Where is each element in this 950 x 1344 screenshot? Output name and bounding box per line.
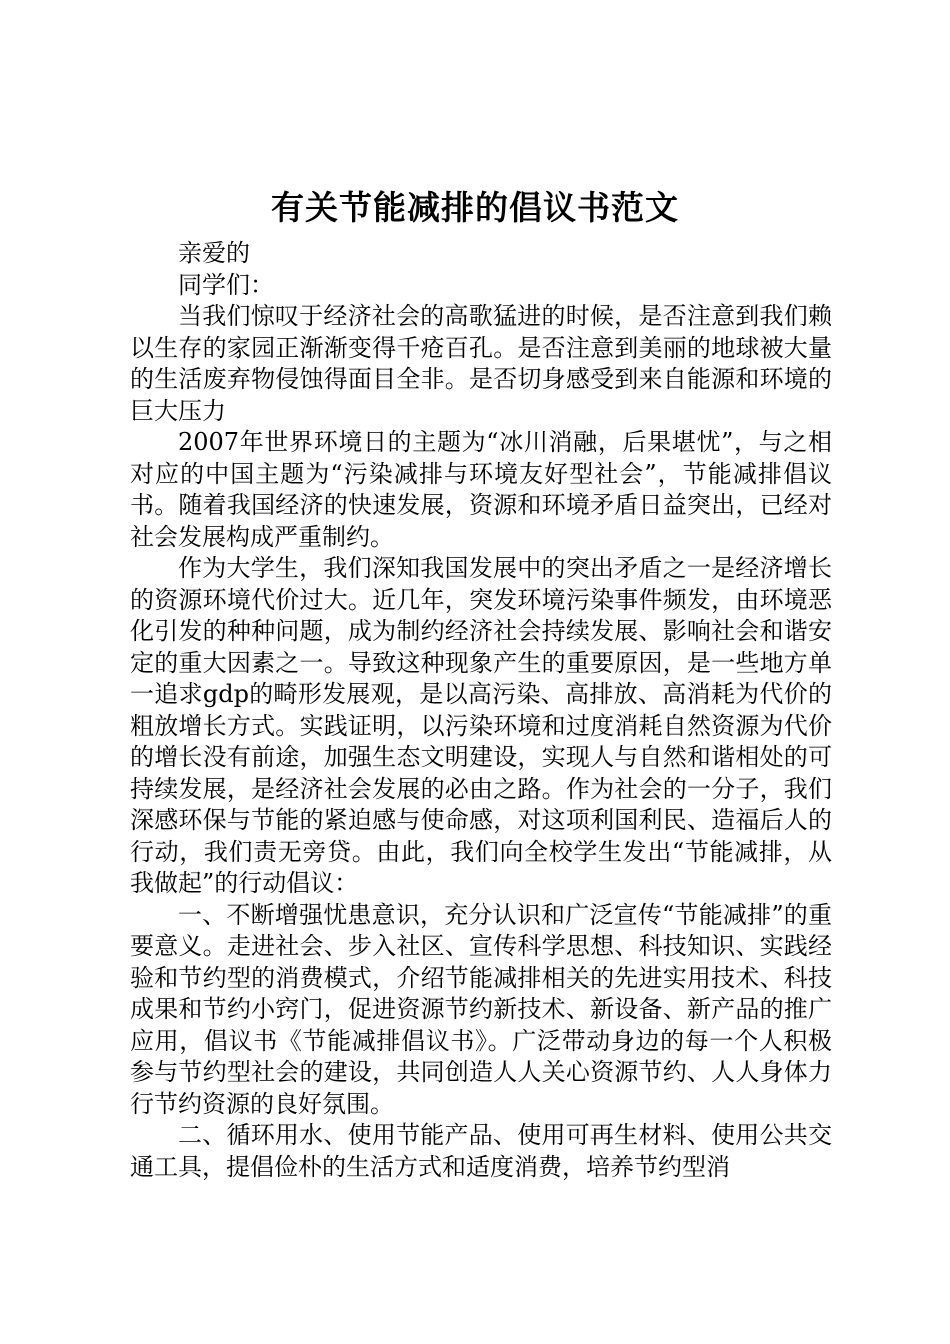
paragraph-4: 一、不断增强忧患意识，充分认识和广泛宣传“节能减排”的重要意义。走进社会、步入社区、宣传科学思想、科技知识、实践经验和节约型的消费模式，介绍节能减排相关的先进实用技术、科技成果和节约小窍门，促进资源节约新技术、新设备、新产品的推广应用，倡议书《节能减排倡议书》。广泛带动身边的每一个人积极参与节约型社会的建设，共同创造人人关心资源节约、人人身体力行节约资源的良好氛围。 [130,900,832,1118]
document-body [130,238,832,1183]
paragraph-2: 2007年世界环境日的主题为“冰川消融，后果堪忧”，与之相对应的中国主题为“污染减排与环境友好型社会”，节能减排倡议书。随着我国经济的快速发展，资源和环境矛盾日益突出，已经对社会发展构成严重制约。 [130,428,832,551]
salutation-line-2: 同学们： [178,270,274,299]
paragraph-3: 作为大学生，我们深知我国发展中的突出矛盾之一是经济增长的资源环境代价过大。近几年，突发环境污染事件频发，由环境恶化引发的种种问题，成为制约经济社会持续发展、影响社会和谐安定的重大因素之一。导致这种现象产生的重要原因，是一些地方单一追求gdp的畸形发展观，是以高污染、高排放、高消耗为代价的粗放增长方式。实践证明，以污染环境和过度消耗自然资源为代价的增长没有前途，加强生态文明建设，实现人与自然和谐相处的可持续发展，是经济社会发展的必由之路。作为社会的一分子，我们深感环保与节能的紧迫感与使命感，对这项利国利民、造福后人的行动，我们责无旁贷。由此，我们向全校学生发出“节能减排，从我做起”的行动倡议： [130,554,832,897]
salutation-line-1: 亲爱的 [178,239,250,267]
paragraph-5: 二、循环用水、使用节能产品、使用可再生材料、使用公共交通工具，提倡俭朴的生活方式和适度消费，培养节约型消 [130,1121,832,1181]
salutation [130,238,832,301]
document-title: 有关节能减排的倡议书范文 [271,188,679,227]
paragraph-1: 当我们惊叹于经济社会的高歌猛进的时候，是否注意到我们赖以生存的家园正渐渐变得千疮百孔。是否注意到美丽的地球被大量的生活废弃物侵蚀得面目全非。是否切身感受到来自能源和环境的巨大压力 [130,302,832,425]
